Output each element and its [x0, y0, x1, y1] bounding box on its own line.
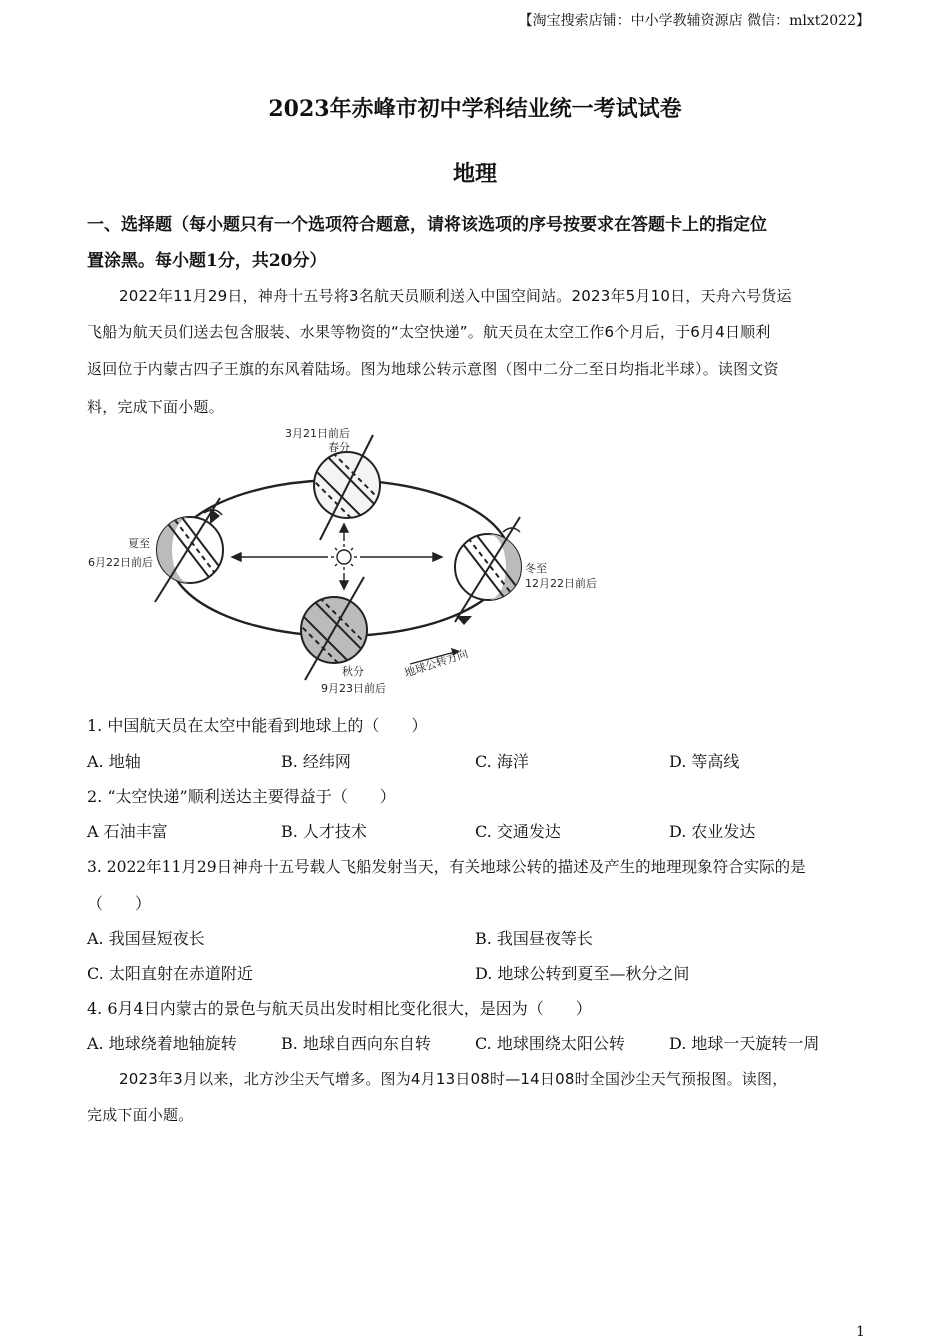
question-3-option-b[interactable]: B. 我国昼夜等长 — [475, 929, 593, 948]
question-4-option-c[interactable]: C. 地球围绕太阳公转 — [475, 1034, 625, 1053]
earth-winter-solstice — [455, 517, 523, 622]
question-3-option-a[interactable]: A. 我国昼短夜长 — [87, 929, 205, 948]
autumn-name-label: 秋分 — [342, 665, 364, 678]
question-4-option-a[interactable]: A. 地球绕着地轴旋转 — [87, 1034, 237, 1053]
question-3-stem: 3. 2022年11月29日神舟十五号载人飞船发射当天，有关地球公转的描述及产生的地理现象符合实际的是 — [87, 858, 806, 876]
question-1-option-d[interactable]: D. 等高线 — [669, 752, 740, 771]
question-3-option-d[interactable]: D. 地球公转到夏至—秋分之间 — [475, 964, 690, 983]
question-3-option-c[interactable]: C. 太阳直射在赤道附近 — [87, 964, 253, 983]
autumn-date-label: 9月23日前后 — [321, 682, 386, 695]
intro2-line2: 完成下面小题。 — [87, 1106, 194, 1124]
header-note: 【淘宝搜索店铺：中小学教辅资源店 微信：mlxt2022】 — [518, 13, 870, 29]
question-1-option-b[interactable]: B. 经纬网 — [281, 752, 351, 771]
question-4-option-d[interactable]: D. 地球一天旋转一周 — [669, 1034, 820, 1053]
subject-title: 地理 — [452, 161, 497, 187]
question-4-stem: 4. 6月4日内蒙古的景色与航天员出发时相比变化很大，是因为（ ） — [87, 999, 592, 1018]
intro1-line1: 2022年11月29日，神舟十五号将3名航天员顺利送入中国空间站。2023年5月10日，天舟六号货运 — [119, 287, 792, 305]
intro1-line2: 飞船为航天员们送去包含服装、水果等物资的“太空快递”。航天员在太空工作6个月后，于6月4日顺利 — [87, 323, 771, 341]
section-heading-line2: 置涂黑。每小题1分，共20分） — [87, 251, 327, 271]
orbit-arrow-icon — [456, 616, 472, 625]
summer-name-label: 夏至 — [128, 537, 150, 550]
direction-label: 地球公转方向 — [402, 647, 470, 680]
spring-date-label: 3月21日前后 — [285, 427, 350, 440]
earth-revolution-diagram — [80, 420, 620, 700]
spring-name-label: 春分 — [328, 441, 350, 454]
question-4-option-b[interactable]: B. 地球自西向东自转 — [281, 1034, 431, 1053]
intro2-line1: 2023年3月以来，北方沙尘天气增多。图为4月13日08时—14日08时全国沙尘天气预报图。读图， — [119, 1070, 788, 1088]
question-1-stem: 1. 中国航天员在太空中能看到地球上的（ ） — [87, 716, 428, 735]
intro1-line3: 返回位于内蒙古四子王旗的东风着陆场。图为地球公转示意图（图中二分二至日均指北半球）。读图文资 — [87, 360, 779, 378]
question-2-option-b[interactable]: B. 人才技术 — [281, 822, 367, 841]
section-heading-line1: 一、选择题（每小题只有一个选项符合题意，请将该选项的序号按要求在答题卡上的指定位 — [87, 215, 767, 235]
question-2-stem: 2. “太空快递”顺利送达主要得益于（ ） — [87, 787, 396, 806]
summer-date-label: 6月22日前后 — [88, 556, 153, 569]
exam-title: 2023年赤峰市初中学科结业统一考试试卷 — [268, 96, 682, 122]
question-2-option-c[interactable]: C. 交通发达 — [475, 822, 561, 841]
question-2-option-d[interactable]: D. 农业发达 — [669, 822, 756, 841]
question-3-stem-cont: （ ） — [87, 894, 152, 913]
page-number: 1 — [856, 1324, 865, 1340]
winter-name-label: 冬至 — [525, 562, 547, 575]
sun-icon — [331, 544, 357, 570]
intro1-line4: 料，完成下面小题。 — [87, 398, 224, 416]
question-1-option-c[interactable]: C. 海洋 — [475, 752, 529, 771]
question-2-option-a[interactable]: A 石油丰富 — [87, 822, 168, 841]
earth-summer-solstice — [155, 498, 228, 602]
question-1-option-a[interactable]: A. 地轴 — [87, 752, 141, 771]
winter-date-label: 12月22日前后 — [525, 577, 597, 590]
